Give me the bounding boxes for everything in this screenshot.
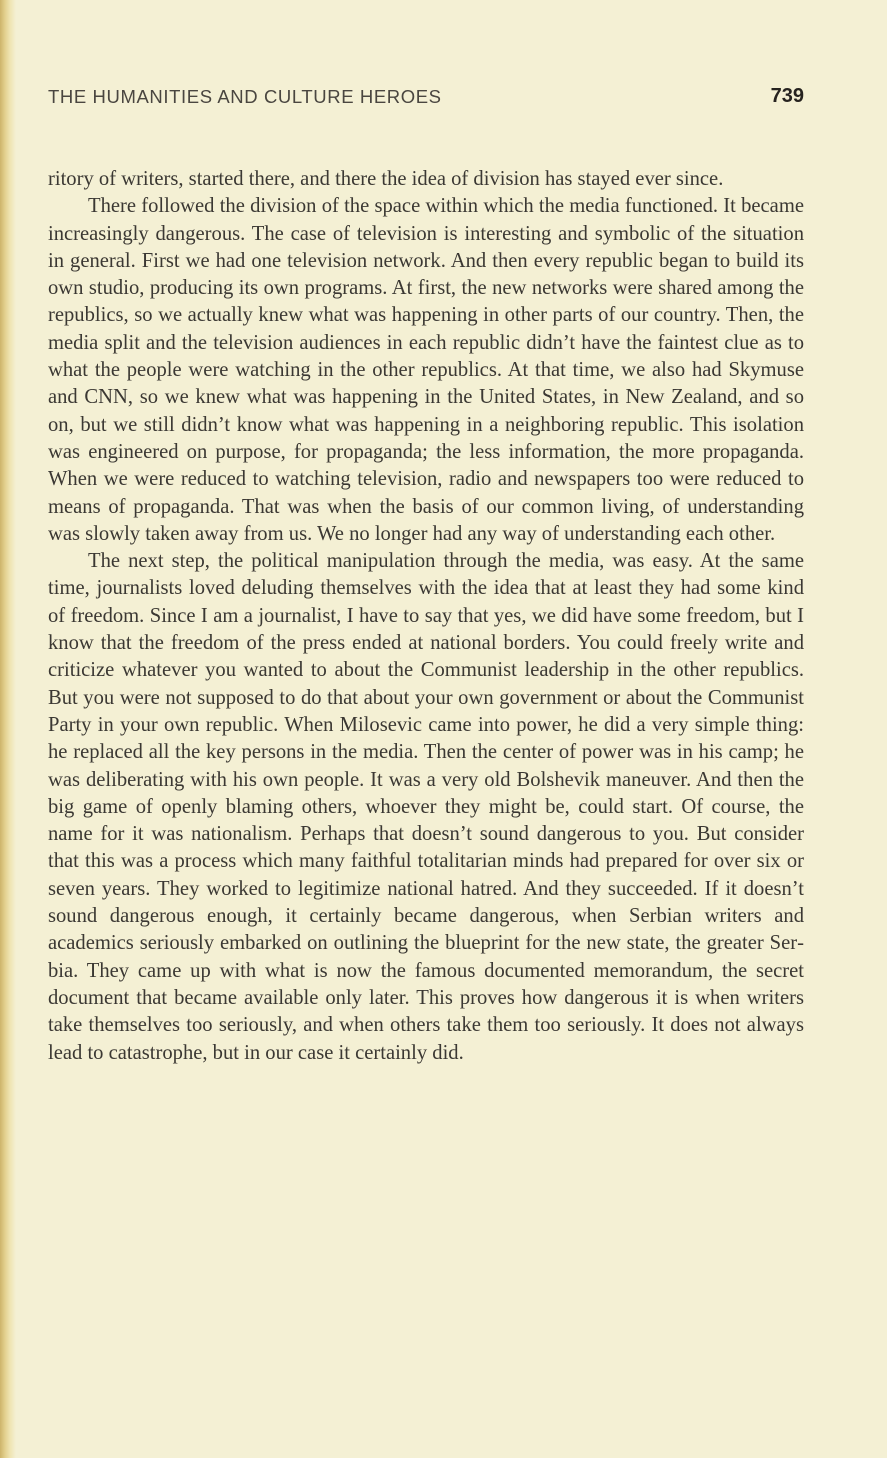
page-number: 739 (770, 85, 804, 107)
body-text (48, 166, 804, 1067)
paragraph-continued: ritory of writers, started there, and there the idea of division has stayed ever since. (48, 168, 724, 190)
paragraph-political-manipulation: The next step, the political manipulation through the media, was easy. At the same time, journalists loved deluding themselves with the idea that at least they had some kind of freedom. Since I am a journalist, I have to say that yes, we did have some freedom, but I know that the freedom of the press ended at national borders. You could freely write and criticize whatever you wanted to about the Communist leadership in the other republics. But you were not supposed to do that about your own government or about the Communist Party in your own republic. When Milosevic came into power, he did a very simple thing: he replaced all the key persons in the media. Then the center of power was in his camp; he was deliberating with his own people. It was a very old Bolshevik maneuver. And then the big game of openly blaming others, whoever they might be, could start. Of course, the name for it was nationalism. Perhaps that doesn’t sound dangerous to you. But consider that this was a process which many faithful totalitarian minds had prepared for over six or seven years. They worked to legitimize national hatred. And they succeeded. If it doesn’t sound dangerous enough, it certainly became dangerous, when Serbian writers and academics seriously embarked on outlining the blueprint for the new state, the greater Serbia. They came up with what is now the famous documented memorandum, the secret document that became available only later. This proves how dangerous it is when writers take themselves too seriously, and when others take them too seriously. It does not always lead to catastrophe, but in our case it certainly did. (48, 550, 804, 1064)
running-title: THE HUMANITIES AND CULTURE HEROES (48, 86, 442, 107)
running-header (48, 86, 804, 112)
paragraph-media-division: There followed the division of the space within which the media functioned. It became increasingly dangerous. The case of television is interesting and symbolic of the situation in general. First we had one television network. And then every republic began to build its own studio, producing its own programs. At first, the new networks were shared among the republics, so we actually knew what was happening in other parts of our country. Then, the media split and the television audiences in each republic didn’t have the faintest clue as to what the people were watching in the other republics. At that time, we also had Skymuse and CNN, so we knew what was happening in the United States, in New Zealand, and so on, but we still didn’t know what was happening in a neighboring republic. This isolation was engineered on purpose, for propaganda; the less information, the more propaganda. When we were reduced to watching television, radio and newspapers too were reduced to means of propaganda. That was when the basis of our common living, of understanding was slowly taken away from us. We no longer had any way of understanding each other. (48, 195, 804, 545)
page-binding-edge (0, 0, 16, 1458)
